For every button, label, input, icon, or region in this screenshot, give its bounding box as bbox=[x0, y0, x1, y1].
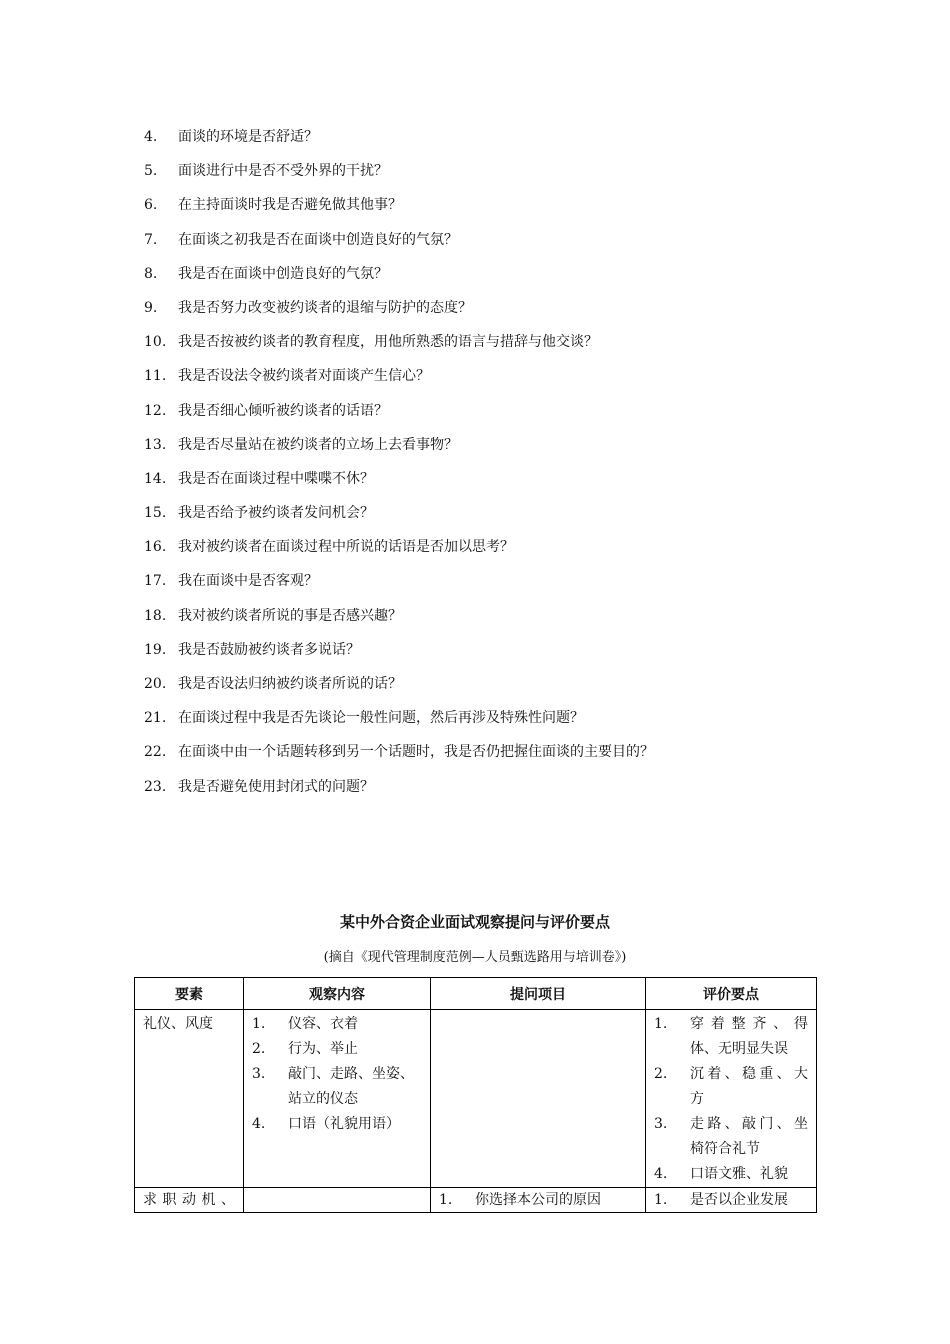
question-text: 面谈的环境是否舒适？ bbox=[178, 129, 318, 145]
list-item bbox=[252, 1012, 422, 1037]
item-text: 口语（礼貌用语） bbox=[288, 1116, 400, 1132]
item-text: 口语文雅、礼貌 bbox=[690, 1166, 788, 1182]
question-number: 7. bbox=[144, 231, 158, 248]
question-text: 在面谈过程中我是否先谈论一般性问题，然后再涉及特殊性问题？ bbox=[178, 710, 584, 727]
list-item bbox=[654, 1112, 808, 1162]
question-item bbox=[144, 154, 864, 188]
table-title: 某中外合资企业面试观察提问与评价要点 bbox=[339, 913, 610, 931]
question-text: 我对被约谈者所说的事是否感兴趣？ bbox=[178, 607, 402, 624]
list-item bbox=[654, 1062, 808, 1112]
item-text-line: 椅符合礼节 bbox=[690, 1141, 760, 1157]
cell-observe bbox=[244, 1188, 431, 1213]
question-item bbox=[144, 770, 864, 804]
list-item bbox=[252, 1112, 422, 1137]
list-item bbox=[252, 1037, 422, 1062]
question-item bbox=[144, 359, 864, 393]
table-row bbox=[135, 1188, 817, 1213]
question-item bbox=[144, 530, 864, 564]
question-number: 16. bbox=[144, 539, 167, 556]
item-text: 你选择本公司的原因 bbox=[475, 1192, 601, 1208]
header-observe: 观察内容 bbox=[244, 978, 431, 1010]
question-number: 15. bbox=[144, 505, 167, 522]
item-text-line: 穿着整齐、得 bbox=[690, 1016, 808, 1032]
question-number: 6. bbox=[144, 197, 158, 214]
question-item bbox=[144, 428, 864, 462]
question-item bbox=[144, 564, 864, 598]
question-number: 22. bbox=[144, 744, 167, 761]
question-text: 在主持面谈时我是否避免做其他事？ bbox=[178, 197, 402, 214]
question-number: 23. bbox=[144, 778, 167, 795]
question-number: 5. bbox=[144, 163, 158, 180]
question-item bbox=[144, 496, 864, 530]
question-number: 10. bbox=[144, 334, 167, 351]
header-element: 要素 bbox=[135, 978, 244, 1010]
interview-evaluation-table bbox=[134, 977, 817, 1213]
question-number: 21. bbox=[144, 710, 167, 727]
question-item bbox=[144, 257, 864, 291]
item-number: 1. bbox=[654, 1016, 668, 1032]
item-number: 2. bbox=[654, 1066, 668, 1082]
question-number: 17. bbox=[144, 573, 167, 590]
table-header-row bbox=[135, 978, 817, 1010]
question-item bbox=[144, 325, 864, 359]
question-number: 9. bbox=[144, 299, 158, 316]
item-text-line: 方 bbox=[690, 1091, 704, 1107]
item-text bbox=[690, 1012, 808, 1062]
item-text-line: 体、无明显失误 bbox=[690, 1041, 788, 1057]
cell-eval bbox=[646, 1188, 817, 1213]
item-number: 1. bbox=[252, 1016, 266, 1032]
header-eval: 评价要点 bbox=[646, 978, 817, 1010]
item-number: 2. bbox=[252, 1041, 266, 1057]
question-item bbox=[144, 394, 864, 428]
question-text: 我是否设法令被约谈者对面谈产生信心？ bbox=[178, 368, 430, 385]
item-number: 4. bbox=[252, 1116, 266, 1132]
question-item bbox=[144, 701, 864, 735]
list-item bbox=[654, 1162, 808, 1187]
cell-observe bbox=[244, 1010, 431, 1188]
item-number: 1. bbox=[654, 1192, 668, 1208]
header-question: 提问项目 bbox=[431, 978, 646, 1010]
question-list bbox=[144, 120, 864, 804]
question-number: 20. bbox=[144, 676, 167, 692]
question-item bbox=[144, 599, 864, 633]
question-text: 我在面谈中是否客观？ bbox=[178, 573, 318, 590]
question-text: 我是否设法归纳被约谈者所说的话？ bbox=[178, 676, 402, 692]
item-number: 1. bbox=[439, 1192, 453, 1208]
cell-element: 礼仪、风度 bbox=[135, 1010, 244, 1188]
question-text: 我是否给予被约谈者发问机会？ bbox=[178, 505, 374, 522]
item-text: 仪容、衣着 bbox=[288, 1016, 358, 1032]
item-text-line: 敲门、走路、坐姿、 bbox=[288, 1066, 414, 1082]
question-text: 我是否在面谈过程中喋喋不休？ bbox=[178, 470, 374, 487]
item-text: 行为、举止 bbox=[288, 1041, 358, 1057]
item-text bbox=[690, 1112, 808, 1162]
question-item bbox=[144, 633, 864, 667]
item-text: 求职动机、 bbox=[143, 1192, 235, 1208]
question-number: 19. bbox=[144, 641, 167, 658]
question-text: 在面谈之初我是否在面谈中创造良好的气氛？ bbox=[178, 231, 458, 248]
question-number: 14. bbox=[144, 470, 167, 487]
question-number: 18. bbox=[144, 607, 167, 624]
item-number: 3. bbox=[252, 1066, 266, 1082]
cell-question bbox=[431, 1010, 646, 1188]
question-item bbox=[144, 223, 864, 257]
question-text: 我是否尽量站在被约谈者的立场上去看事物？ bbox=[178, 436, 458, 453]
question-text: 我是否在面谈中创造良好的气氛？ bbox=[178, 265, 388, 282]
question-text: 我是否避免使用封闭式的问题？ bbox=[178, 778, 374, 795]
question-text: 我是否按被约谈者的教育程度，用他所熟悉的语言与措辞与他交谈？ bbox=[178, 334, 598, 351]
question-number: 11. bbox=[144, 368, 167, 385]
table-subtitle: (摘自《现代管理制度范例—人员甄选路用与培训卷》) bbox=[323, 950, 627, 965]
item-text-line: 沉着、稳重、大 bbox=[690, 1066, 808, 1082]
question-text: 在面谈中由一个话题转移到另一个话题时，我是否仍把握住面谈的主要目的？ bbox=[178, 744, 654, 761]
question-number: 4. bbox=[144, 129, 158, 145]
list-item bbox=[439, 1188, 637, 1212]
question-text: 我是否鼓励被约谈者多说话？ bbox=[178, 641, 360, 658]
list-item bbox=[654, 1188, 808, 1212]
question-item bbox=[144, 291, 864, 325]
question-text: 我是否努力改变被约谈者的退缩与防护的态度？ bbox=[178, 299, 472, 316]
item-text-line: 站立的仪态 bbox=[288, 1091, 358, 1107]
item-text-line: 走路、敲门、坐 bbox=[690, 1116, 808, 1132]
cell-eval bbox=[646, 1010, 817, 1188]
cell-question bbox=[431, 1188, 646, 1213]
question-text: 我是否细心倾听被约谈者的话语？ bbox=[178, 402, 388, 419]
question-text: 面谈进行中是否不受外界的干扰？ bbox=[178, 163, 388, 180]
table-row bbox=[135, 1010, 817, 1188]
list-item bbox=[252, 1062, 422, 1112]
question-item bbox=[144, 462, 864, 496]
question-item bbox=[144, 735, 864, 769]
question-item bbox=[144, 667, 864, 701]
question-text: 我对被约谈者在面谈过程中所说的话语是否加以思考？ bbox=[178, 539, 514, 556]
item-number: 3. bbox=[654, 1116, 668, 1132]
item-text: 是否以企业发展 bbox=[690, 1192, 788, 1208]
question-item bbox=[144, 120, 864, 154]
item-text bbox=[288, 1062, 422, 1112]
item-text bbox=[690, 1062, 808, 1112]
item-number: 4. bbox=[654, 1166, 668, 1182]
question-number: 12. bbox=[144, 402, 167, 419]
question-item bbox=[144, 188, 864, 222]
question-number: 8. bbox=[144, 265, 158, 282]
list-item bbox=[654, 1012, 808, 1062]
question-number: 13. bbox=[144, 436, 167, 453]
cell-element bbox=[135, 1188, 244, 1213]
